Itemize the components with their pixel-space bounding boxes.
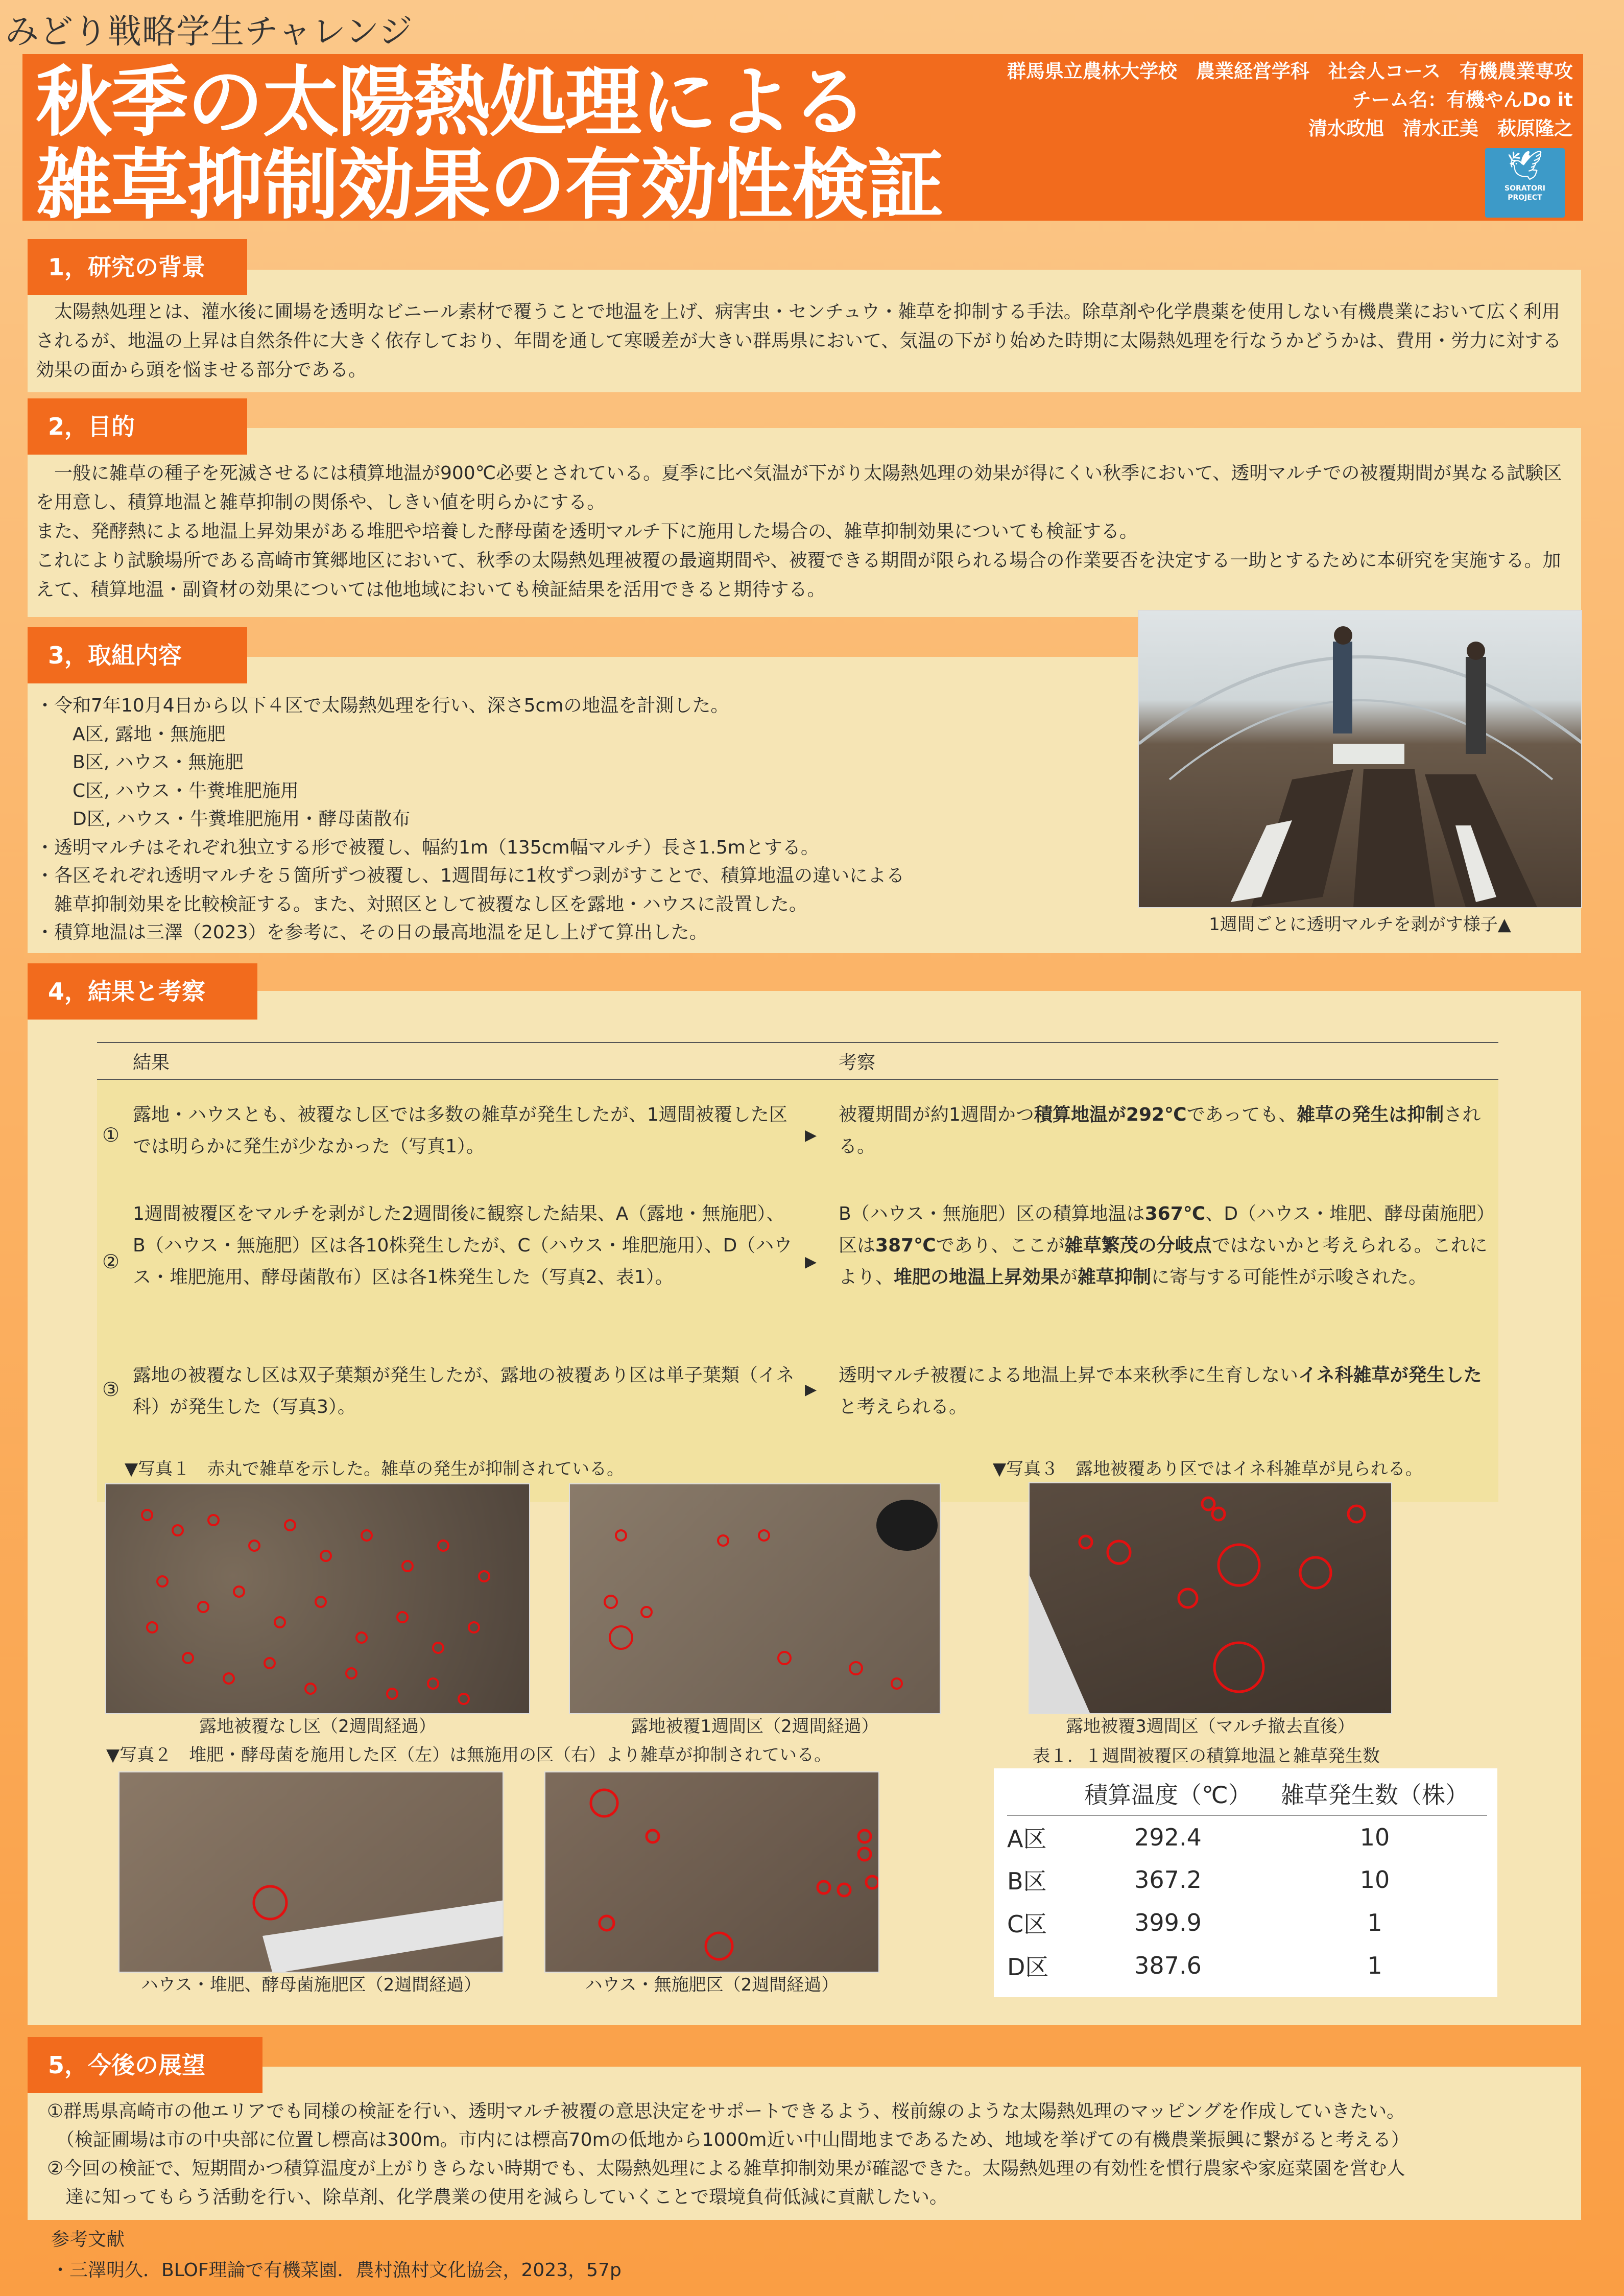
photo2a-caption: ハウス・堆肥、酵母菌施肥区（2週間経過） [140, 1975, 482, 1995]
table1-cell: C区 [1007, 1910, 1047, 1938]
affiliation-block [1007, 57, 1573, 143]
section3-line: ・各区それぞれ透明マルチを５箇所ずつ被覆し、1週間毎に1枚ずつ剥がすことで、積算地温の違いによる [36, 865, 905, 886]
table1-cell: A区 [1007, 1825, 1047, 1853]
references-text: ・三澤明久．BLOF理論で有機菜園．農村漁村文化協会，2023，57p [51, 2260, 622, 2281]
row3-arrow: ▶ [805, 1381, 817, 1399]
photo1-title: ▼写真１ 赤丸で雑草を示した。雑草の発生が抑制されている。 [125, 1459, 625, 1479]
table1-cell: 1 [1367, 1952, 1382, 1979]
section2-heading: 2，目的 [28, 398, 247, 455]
table1-header-row [1007, 1771, 1487, 1815]
photo2-title: ▼写真２ 堆肥・酵母菌を施用した区（左）は無施用の区（右）より雑草が抑制されている。 [106, 1745, 832, 1765]
section3-line: 雑草抑制効果を比較検証する。また、対照区として被覆なし区を露地・ハウスに設置した。 [36, 893, 807, 915]
references-title: 参考文献 [51, 2229, 125, 2250]
table1-cell: 10 [1359, 1823, 1390, 1851]
photo2a [118, 1771, 504, 1973]
section5-line: 達に知ってもらう活動を行い、除草剤、化学農業の使用を減らしていくことで環境負荷低減に貢献したい。 [47, 2187, 948, 2208]
section4-heading: 4，結果と考察 [28, 963, 257, 1020]
row1-arrow: ▶ [805, 1126, 817, 1144]
photo3-caption: 露地被覆3週間区（マルチ撤去直後） [1066, 1716, 1355, 1737]
photo1b-caption: 露地被覆1週間区（2週間経過） [631, 1716, 879, 1737]
section2-p2: また、発酵熱による地温上昇効果がある堆肥や培養した酵母菌を透明マルチ下に施用した場合の、雑草抑制効果についても検証する。 [36, 521, 1138, 542]
section1-text: 太陽熱処理とは、灌水後に圃場を透明なビニール素材で覆うことで地温を上げ、病害虫・センチュウ・雑草を抑制する手法。除草剤や化学農薬を使用しない有機農業において広く利用されるが、地温の上昇は自然条件に大きく依存しており、年間を通して寒暖差が大きい群馬県において、気温の下がり始めた時期に太陽熱処理を行なうかどうかは、費用・労力に対する効果の面から頭を悩ませる部分である。 [36, 301, 1562, 381]
title-line-1: 秋季の太陽熱処理による [36, 58, 868, 147]
greenhouse-photo [1138, 610, 1582, 908]
row1-discussion: 被覆期間が約1週間かつ積算地温が292℃であっても、雑草の発生は抑制される。 [839, 1104, 1481, 1157]
row2-arrow: ▶ [805, 1253, 817, 1271]
soratori-logo [1485, 148, 1565, 218]
section2-p3: これにより試験場所である高崎市箕郷地区において、秋季の太陽熱処理被覆の最適期間や、被覆できる期間が限られる場合の作業要否を決定する一助とするために本研究を実施する。加えて、積算地温・副資材の効果については他地域においても検証結果を活用できると期待する。 [36, 550, 1561, 600]
top-label: みどり戦略学生チャレンジ [5, 12, 413, 51]
section3-line: ・積算地温は三澤（2023）を参考に、その日の最高地温を足し上げて算出した。 [36, 922, 708, 943]
row-number: ② [102, 1250, 120, 1273]
photo1b-markers [570, 1484, 941, 1714]
row2-discussion: B（ハウス・無施肥）区の積算地温は367℃、D（ハウス・堆肥、酵母菌施肥）区は387℃であり、ここが雑草繁茂の分岐点ではないかと考えられる。これにより、堆肥の地温上昇効果が雑草抑制に寄与する可能性が示唆された。 [839, 1203, 1495, 1288]
section3-line: C区, ハウス・牛糞堆肥施用 [36, 780, 299, 801]
photo1a-markers [106, 1484, 530, 1714]
table1-cell: 10 [1359, 1866, 1390, 1893]
section5-list [47, 2097, 1579, 2212]
section5-line: ②今回の検証で、短期間かつ積算温度が上がりきらない時期でも、太陽熱処理による雑草抑制効果が確認できた。太陽熱処理の有効性を慣行農家や家庭菜園を営む人 [47, 2158, 1405, 2179]
col-discussion-header: 考察 [839, 1052, 876, 1073]
greenhouse-illustration [1139, 611, 1582, 908]
row-number: ③ [102, 1378, 120, 1401]
row3-discussion: 透明マルチ被覆による地温上昇で本来秋季に生育しないイネ科雑草が発生したと考えられる。 [839, 1365, 1482, 1417]
photo3 [1029, 1482, 1392, 1714]
section3-line: B区, ハウス・無施肥 [36, 752, 244, 773]
photo3-title: ▼写真３ 露地被覆あり区ではイネ科雑草が見られる。 [993, 1459, 1423, 1479]
title-line-2: 雑草抑制効果の有効性検証 [36, 141, 943, 230]
section5-line: ①群馬県高崎市の他エリアでも同様の検証を行い、透明マルチ被覆の意思決定をサポートできるよう、桜前線のような太陽熱処理のマッピングを作成していきたい。 [47, 2101, 1405, 2122]
page-title [36, 58, 943, 230]
table1-cell: 387.6 [1134, 1952, 1202, 1979]
photo2b-caption: ハウス・無施肥区（2週間経過） [585, 1975, 839, 1995]
section2-p1: 一般に雑草の種子を死滅させるには積算地温が900℃必要とされている。夏季に比べ気温が下がり太陽熱処理の効果が得にくい秋季において、透明マルチでの被覆期間が異なる試験区を用意し、積算地温と雑草抑制の関係や、しきい値を明らかにする。 [36, 463, 1562, 513]
table1-cell: 399.9 [1134, 1909, 1202, 1936]
members: 清水政旭 清水正美 萩原隆之 [1308, 117, 1573, 139]
photo1a [105, 1483, 530, 1714]
row-number: ① [102, 1124, 120, 1146]
section3-list [36, 692, 1134, 947]
table1-title: 表１．１週間被覆区の積算地温と雑草発生数 [1033, 1746, 1380, 1766]
photo2b-markers [545, 1772, 879, 1973]
section3-line: ・令和7年10月4日から以下４区で太陽熱処理を行い、深さ5cmの地温を計測した。 [36, 695, 729, 716]
section1-heading: 1，研究の背景 [28, 239, 247, 295]
table1-box [994, 1768, 1497, 1997]
results-table-top-rule [97, 1042, 1498, 1043]
table1-cell: 292.4 [1134, 1823, 1202, 1851]
table1-cell: 1 [1367, 1909, 1382, 1936]
bird-icon: 🕊 [1507, 149, 1543, 182]
col-result-header: 結果 [133, 1052, 170, 1073]
table1-header-cell [1007, 1771, 1073, 1815]
photo1b [569, 1483, 941, 1714]
logo-text-1: SORATORI [1504, 184, 1545, 193]
table1-cell: 367.2 [1134, 1866, 1202, 1893]
photo2a-markers [120, 1772, 504, 1973]
logo-text-2: PROJECT [1508, 194, 1542, 202]
photo2b [544, 1771, 879, 1973]
table1-header-cell: 雑草発生数（株） [1281, 1781, 1469, 1809]
section5-heading: 5，今後の展望 [28, 2037, 262, 2093]
row1-result: 露地・ハウスとも、被覆なし区では多数の雑草が発生したが、1週間被覆した区では明らかに発生が少なかった（写真1）。 [133, 1104, 787, 1157]
table-row [1007, 1815, 1487, 1858]
affiliation: 群馬県立農林大学校 農業経営学科 社会人コース 有機農業専攻 [1007, 60, 1573, 82]
section3-line: A区, 露地・無施肥 [36, 723, 226, 745]
section2-text [36, 459, 1573, 604]
table-row [1007, 1944, 1487, 1987]
greenhouse-caption: 1週間ごとに透明マルチを剥がす様子▲ [1209, 914, 1511, 935]
photo1a-caption: 露地被覆なし区（2週間経過） [199, 1716, 436, 1737]
section3-heading: 3，取組内容 [28, 627, 247, 683]
table1-cell: D区 [1007, 1953, 1049, 1981]
row3-result: 露地の被覆なし区は双子葉類が発生したが、露地の被覆あり区は単子葉類（イネ科）が発生した（写真3）。 [133, 1365, 795, 1417]
section3-line: ・透明マルチはそれぞれ独立する形で被覆し、幅約1m（135cm幅マルチ）長さ1.5mとする。 [36, 837, 819, 858]
table1-cell: B区 [1007, 1867, 1047, 1895]
photo3-markers [1030, 1483, 1392, 1714]
table1-header-cell: 積算温度（℃） [1084, 1781, 1252, 1809]
section5-line: （検証圃場は市の中央部に位置し標高は300m。市内には標高70mの低地から1000m近い中山間地まであるため、地域を挙げての有機農業振興に繋がると考える） [47, 2129, 1410, 2150]
team-name: チーム名：有機やんDo it [1352, 89, 1573, 111]
table-row [1007, 1901, 1487, 1944]
section3-line: D区, ハウス・牛糞堆肥施用・酵母菌散布 [36, 809, 411, 830]
table1 [1007, 1771, 1487, 1987]
row2-result: 1週間被覆区をマルチを剥がした2週間後に観察した結果、A（露地・無施肥）、B（ハウス・無施肥）区は各10株発生したが、C（ハウス・堆肥施用）、D（ハウス・堆肥施用、酵母菌散布）区は各1株発生した（写真2、表1）。 [133, 1203, 793, 1288]
table-row [1007, 1858, 1487, 1901]
